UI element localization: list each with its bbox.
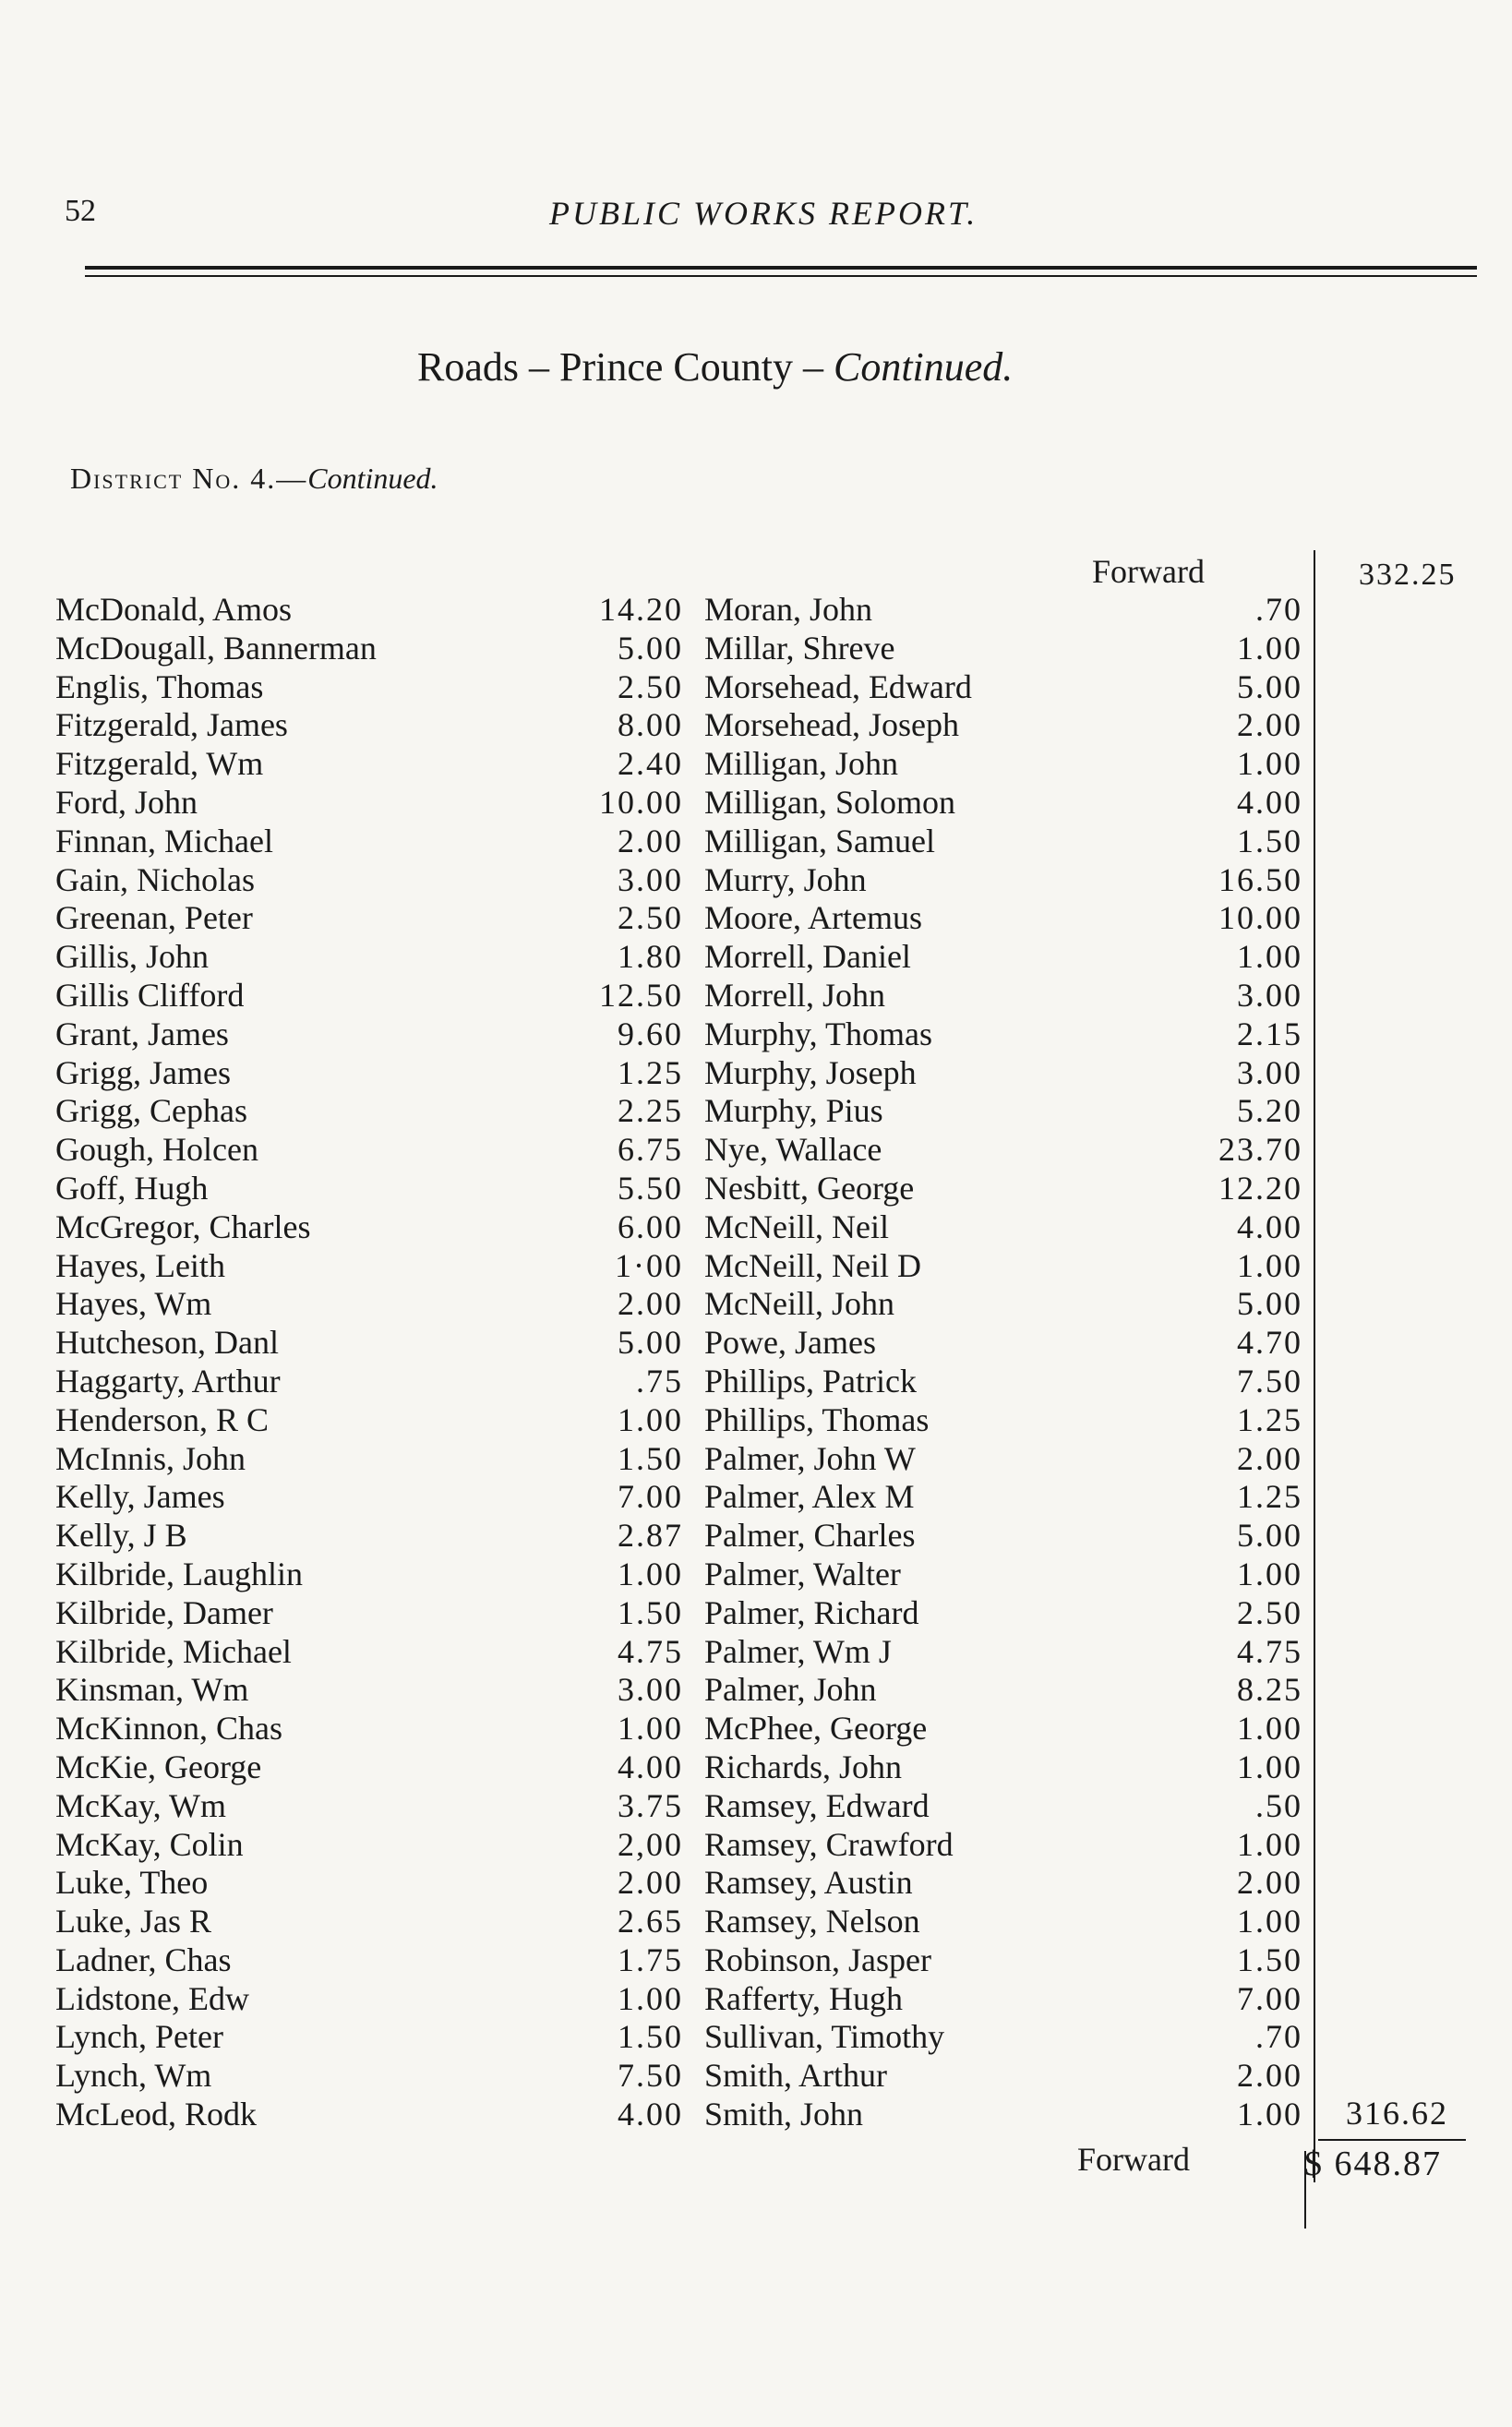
list-item (55, 1440, 683, 1479)
list-item (55, 1710, 683, 1748)
list-item (704, 2018, 1314, 2057)
entry-amount: 2.00 (618, 822, 683, 859)
district-heading (70, 462, 438, 496)
entry-name: Hayes, Leith (55, 1246, 225, 1284)
entry-name: McPhee, George (704, 1710, 928, 1748)
section-title-continued: Continued. (833, 344, 1014, 390)
entry-amount: 2,00 (618, 1825, 683, 1863)
entry-amount: 7.00 (618, 1478, 683, 1516)
list-item (704, 591, 1314, 630)
entry-name: Milligan, Samuel (704, 822, 935, 859)
list-item (704, 1015, 1314, 1054)
entry-amount: 1.00 (1237, 1903, 1302, 1940)
forward-top-amount: 332.25 (1359, 558, 1457, 592)
list-item (704, 1247, 1314, 1286)
entry-name: Kelly, J B (55, 1517, 187, 1555)
entry-name: Ladner, Chas (55, 1940, 232, 1978)
section-title-main: Roads – Prince County – (417, 344, 834, 390)
entry-name: Kelly, James (55, 1478, 225, 1516)
list-item (55, 1054, 683, 1093)
entry-amount: 2.87 (618, 1517, 683, 1555)
entry-name: Morrell, John (704, 976, 885, 1014)
entry-name: Palmer, Richard (704, 1593, 919, 1631)
entry-amount: 4.00 (1237, 1207, 1302, 1245)
entry-amount: 1.75 (618, 1940, 683, 1978)
entry-name: Fitzgerald, Wm (55, 745, 264, 783)
entry-amount: 5.20 (1237, 1092, 1302, 1130)
list-item (704, 784, 1314, 823)
list-item (704, 1748, 1314, 1787)
entry-amount: 6.75 (618, 1131, 683, 1169)
entry-amount: 4.75 (618, 1632, 683, 1670)
list-item (55, 1864, 683, 1903)
entry-amount: 1.80 (618, 938, 683, 976)
entry-name: Murry, John (704, 860, 867, 898)
entry-name: Fitzgerald, James (55, 706, 288, 744)
column-divider (1314, 550, 1315, 2182)
entry-name: Smith, Arthur (704, 2057, 888, 2095)
list-item (704, 1401, 1314, 1440)
list-item (704, 1092, 1314, 1131)
entry-amount: 10.00 (1218, 899, 1302, 937)
list-item (704, 1633, 1314, 1672)
list-item (704, 1671, 1314, 1710)
entry-name: Ramsey, Austin (704, 1864, 913, 1902)
entry-name: McDonald, Amos (55, 591, 292, 628)
list-item (55, 1324, 683, 1363)
total-rule (1318, 2139, 1466, 2141)
entry-amount: 5.00 (1237, 1285, 1302, 1323)
list-item (704, 630, 1314, 668)
entry-name: Lynch, Peter (55, 2018, 223, 2056)
entry-amount: 8.25 (1237, 1671, 1302, 1709)
entry-name: Finnan, Michael (55, 822, 273, 859)
entry-name: Morrell, Daniel (704, 938, 911, 976)
entry-amount: 2.65 (618, 1903, 683, 1940)
list-item (704, 2096, 1314, 2134)
entry-amount: 1.00 (1237, 1710, 1302, 1748)
entry-name: Lidstone, Edw (55, 1979, 249, 2017)
entry-name: McInnis, John (55, 1439, 246, 1477)
entry-amount: 5.00 (1237, 1517, 1302, 1555)
list-item (55, 899, 683, 938)
section-title (417, 343, 1013, 390)
list-item (704, 1054, 1314, 1093)
list-item (55, 1208, 683, 1247)
entry-amount: 1.00 (1237, 1748, 1302, 1785)
entry-amount: 1.25 (1237, 1400, 1302, 1438)
list-item (55, 977, 683, 1015)
list-item (704, 1864, 1314, 1903)
entry-name: Morsehead, Edward (704, 667, 972, 705)
entry-amount: 1.00 (1237, 745, 1302, 783)
list-item (55, 1980, 683, 2019)
entry-name: Murphy, Pius (704, 1092, 883, 1130)
list-item (55, 861, 683, 900)
entry-name: Milligan, John (704, 745, 899, 783)
entry-name: Nesbitt, George (704, 1169, 915, 1207)
page-number: 52 (65, 194, 96, 228)
entry-name: Grigg, Cephas (55, 1092, 247, 1130)
entry-name: Palmer, Alex M (704, 1478, 915, 1516)
entry-name: Phillips, Thomas (704, 1400, 930, 1438)
entry-name: Grant, James (55, 1015, 229, 1052)
list-item (55, 1363, 683, 1401)
entry-amount: 1.00 (1237, 629, 1302, 667)
entry-amount: 16.50 (1218, 860, 1302, 898)
entry-amount: 1.25 (618, 1053, 683, 1091)
list-item (704, 1556, 1314, 1594)
entry-amount: 1.50 (1237, 822, 1302, 859)
entry-amount: 3.00 (1237, 976, 1302, 1014)
entry-name: Henderson, R C (55, 1400, 269, 1438)
list-item (55, 938, 683, 977)
list-item (55, 706, 683, 745)
entry-name: Smith, John (704, 2096, 864, 2133)
list-item (704, 2057, 1314, 2096)
entry-name: Goff, Hugh (55, 1169, 209, 1207)
entry-amount: 7.50 (1237, 1362, 1302, 1400)
entry-name: McLeod, Rodk (55, 2096, 257, 2133)
list-item (55, 2057, 683, 2096)
entry-amount: 1·00 (615, 1246, 683, 1284)
entry-amount: 5.00 (618, 629, 683, 667)
entry-name: Palmer, Walter (704, 1555, 901, 1592)
entry-name: Ramsey, Crawford (704, 1825, 954, 1863)
list-item (55, 1556, 683, 1594)
entry-amount: 3.00 (1237, 1053, 1302, 1091)
district-continued: Continued. (307, 462, 438, 495)
entry-amount: 6.00 (618, 1207, 683, 1245)
entry-name: Ramsey, Nelson (704, 1903, 920, 1940)
entry-amount: 1.50 (1237, 1940, 1302, 1978)
entry-name: Hutcheson, Danl (55, 1324, 279, 1362)
entry-name: McNeill, Neil D (704, 1246, 921, 1284)
list-item (704, 823, 1314, 861)
forward-top-label: Forward (1092, 553, 1205, 590)
list-item (704, 1440, 1314, 1479)
list-item (55, 1247, 683, 1286)
entry-name: Kilbride, Laughlin (55, 1555, 303, 1592)
entry-name: Murphy, Thomas (704, 1015, 932, 1052)
list-item (55, 1517, 683, 1556)
entry-name: Gough, Holcen (55, 1131, 258, 1169)
list-item (55, 1131, 683, 1170)
list-item (704, 899, 1314, 938)
entry-name: Luke, Jas R (55, 1903, 211, 1940)
entry-name: Moran, John (704, 591, 872, 628)
subtotal-amount: 316.62 (1346, 2095, 1448, 2132)
entry-name: Grigg, James (55, 1053, 231, 1091)
forward-bottom-amount: $ 648.87 (1304, 2145, 1442, 2183)
left-column (55, 591, 683, 2134)
running-head: PUBLIC WORKS REPORT. (549, 195, 978, 232)
list-item (704, 1131, 1314, 1170)
entry-amount: 2.00 (1237, 1439, 1302, 1477)
entry-name: Morsehead, Joseph (704, 706, 959, 744)
entry-name: McNeill, Neil (704, 1207, 889, 1245)
entry-name: Milligan, Solomon (704, 783, 956, 821)
list-item (704, 1787, 1314, 1826)
list-item (55, 591, 683, 630)
entry-amount: 1.00 (618, 1710, 683, 1748)
list-item (704, 861, 1314, 900)
entry-amount: 2.25 (618, 1092, 683, 1130)
list-item (55, 668, 683, 707)
entry-amount: 2.40 (618, 745, 683, 783)
entry-name: McKinnon, Chas (55, 1710, 282, 1748)
list-item (704, 1324, 1314, 1363)
list-item (704, 1980, 1314, 2019)
entry-amount: 2.00 (618, 1285, 683, 1323)
entry-name: Kinsman, Wm (55, 1671, 249, 1709)
list-item (704, 1285, 1314, 1324)
entry-amount: 14.20 (599, 591, 683, 628)
forward-bottom-label: Forward (1077, 2141, 1190, 2178)
entry-amount: 2.00 (1237, 1864, 1302, 1902)
list-item (55, 1941, 683, 1980)
entry-amount: 3.00 (618, 860, 683, 898)
list-item (55, 1285, 683, 1324)
list-item (55, 1633, 683, 1672)
entry-amount: 3.75 (618, 1786, 683, 1824)
list-item (55, 630, 683, 668)
list-item (704, 668, 1314, 707)
entry-amount: 1.25 (1237, 1478, 1302, 1516)
entry-amount: 7.00 (1237, 1979, 1302, 2017)
entry-amount: 2.50 (1237, 1593, 1302, 1631)
entry-name: Sullivan, Timothy (704, 2018, 945, 2056)
entry-name: Kilbride, Michael (55, 1632, 292, 1670)
list-item (704, 1478, 1314, 1517)
entry-amount: 2.50 (618, 899, 683, 937)
entry-amount: 5.50 (618, 1169, 683, 1207)
district-label: District No. 4.— (70, 462, 308, 495)
entry-name: Ramsey, Edward (704, 1786, 930, 1824)
list-item (55, 1671, 683, 1710)
entry-name: Palmer, Wm J (704, 1632, 892, 1670)
entry-name: Hayes, Wm (55, 1285, 212, 1323)
entry-amount: 4.70 (1237, 1324, 1302, 1362)
entry-name: Moore, Artemus (704, 899, 922, 937)
list-item (55, 1787, 683, 1826)
entry-amount: 23.70 (1218, 1131, 1302, 1169)
list-item (704, 938, 1314, 977)
header-rule-thick (85, 266, 1477, 270)
entry-amount: 5.00 (1237, 667, 1302, 705)
list-item (55, 1478, 683, 1517)
entry-amount: 2.00 (618, 1864, 683, 1902)
entry-name: Rafferty, Hugh (704, 1979, 903, 2017)
header-rule-thin (85, 275, 1477, 277)
list-item (55, 1092, 683, 1131)
entry-amount: 3.00 (618, 1671, 683, 1709)
list-item (55, 823, 683, 861)
entry-name: Ford, John (55, 783, 198, 821)
list-item (55, 1826, 683, 1865)
entry-amount: .50 (1255, 1786, 1302, 1824)
entry-amount: 4.00 (618, 1748, 683, 1785)
entry-name: Murphy, Joseph (704, 1053, 917, 1091)
list-item (704, 977, 1314, 1015)
entry-amount: 1.50 (618, 1439, 683, 1477)
entry-amount: 10.00 (599, 783, 683, 821)
list-item (55, 2096, 683, 2134)
entry-amount: .70 (1255, 591, 1302, 628)
right-column (704, 591, 1314, 2134)
entry-amount: 2.15 (1237, 1015, 1302, 1052)
list-item (55, 1170, 683, 1208)
list-item (704, 1170, 1314, 1208)
entry-name: Gillis, John (55, 938, 210, 976)
entry-name: Palmer, John (704, 1671, 877, 1709)
list-item (55, 1903, 683, 1941)
entry-amount: 4.00 (618, 2096, 683, 2133)
entry-name: Phillips, Patrick (704, 1362, 918, 1400)
entry-amount: 9.60 (618, 1015, 683, 1052)
entry-name: McKie, George (55, 1748, 262, 1785)
entry-name: Haggarty, Arthur (55, 1362, 281, 1400)
entry-amount: 1.00 (1237, 1825, 1302, 1863)
list-item (704, 1594, 1314, 1633)
entry-amount: 4.75 (1237, 1632, 1302, 1670)
entry-amount: .75 (636, 1362, 683, 1400)
entry-amount: 1.50 (618, 2018, 683, 2056)
entry-amount: 4.00 (1237, 783, 1302, 821)
list-item (55, 1594, 683, 1633)
list-item (55, 1748, 683, 1787)
list-item (55, 2018, 683, 2057)
list-item (704, 1517, 1314, 1556)
entry-amount: 1.00 (618, 1555, 683, 1592)
entry-name: McNeill, John (704, 1285, 894, 1323)
entry-amount: .70 (1255, 2018, 1302, 2056)
entry-amount: 12.50 (599, 976, 683, 1014)
entry-name: McGregor, Charles (55, 1207, 311, 1245)
entry-amount: 1.00 (618, 1400, 683, 1438)
list-item (704, 706, 1314, 745)
entry-name: Palmer, Charles (704, 1517, 916, 1555)
entry-name: McKay, Colin (55, 1825, 244, 1863)
entry-name: Greenan, Peter (55, 899, 253, 937)
entry-name: Powe, James (704, 1324, 876, 1362)
list-item (704, 745, 1314, 784)
entry-amount: 8.00 (618, 706, 683, 744)
list-item (704, 1903, 1314, 1941)
entry-name: Gillis Clifford (55, 976, 245, 1014)
entry-name: McKay, Wm (55, 1786, 226, 1824)
list-item (704, 1710, 1314, 1748)
entry-amount: 1.00 (1237, 2096, 1302, 2133)
entry-amount: 1.00 (1237, 1246, 1302, 1284)
entry-name: Luke, Theo (55, 1864, 209, 1902)
entry-amount: 2.00 (1237, 2057, 1302, 2095)
entry-amount: 12.20 (1218, 1169, 1302, 1207)
entry-amount: 7.50 (618, 2057, 683, 2095)
list-item (55, 1401, 683, 1440)
entry-amount: 2.00 (1237, 706, 1302, 744)
entry-name: Nye, Wallace (704, 1131, 882, 1169)
entry-name: Kilbride, Damer (55, 1593, 273, 1631)
list-item (704, 1826, 1314, 1865)
entry-name: Richards, John (704, 1748, 902, 1785)
list-item (55, 745, 683, 784)
entry-amount: 1.00 (1237, 938, 1302, 976)
entry-amount: 1.50 (618, 1593, 683, 1631)
entry-amount: 5.00 (618, 1324, 683, 1362)
entry-name: Robinson, Jasper (704, 1940, 931, 1978)
list-item (55, 784, 683, 823)
list-item (704, 1941, 1314, 1980)
entry-name: Millar, Shreve (704, 629, 895, 667)
entry-amount: 1.00 (618, 1979, 683, 2017)
entry-name: Palmer, John W (704, 1439, 916, 1477)
entry-name: Lynch, Wm (55, 2057, 212, 2095)
list-item (704, 1363, 1314, 1401)
entry-name: Englis, Thomas (55, 667, 264, 705)
list-item (55, 1015, 683, 1054)
entry-amount: 2.50 (618, 667, 683, 705)
entry-name: Gain, Nicholas (55, 860, 255, 898)
entry-amount: 1.00 (1237, 1555, 1302, 1592)
list-item (704, 1208, 1314, 1247)
entry-name: McDougall, Bannerman (55, 629, 377, 667)
